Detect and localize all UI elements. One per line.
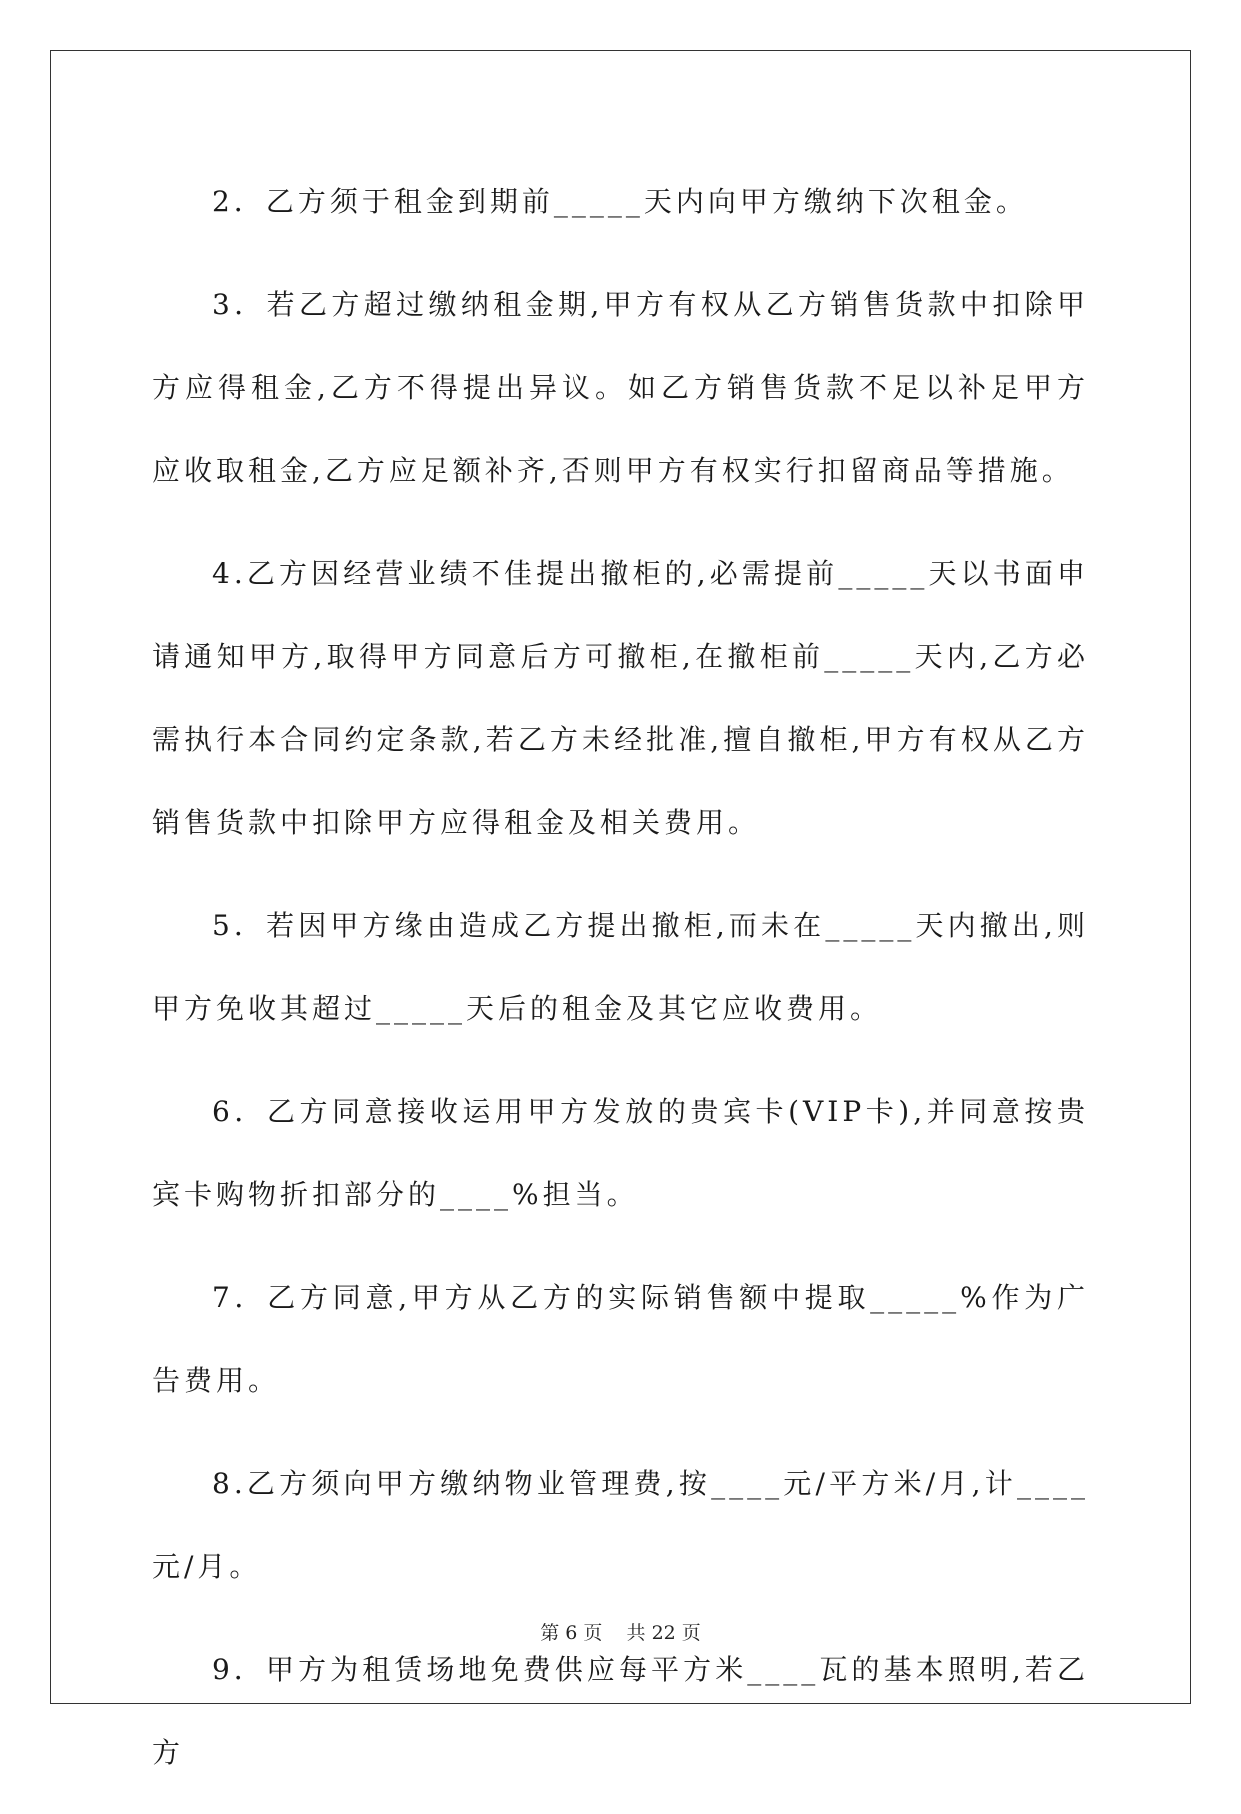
clause-4: 4.乙方因经营业绩不佳提出撤柜的,必需提前_____天以书面申请通知甲方,取得甲方同意后方可撤柜,在撤柜前_____天内,乙方必需执行本合同约定条款,若乙方未经批准,擅自撤柜,甲方有权从乙方销售货款中扣除甲方应得租金及相关费用。 xyxy=(152,557,1089,839)
page-total: 共 22 页 xyxy=(626,1622,701,1644)
clause-6: 6．乙方同意接收运用甲方发放的贵宾卡(VIP卡),并同意按贵宾卡购物折扣部分的____%担当。 xyxy=(152,1095,1089,1211)
clause-3: 3．若乙方超过缴纳租金期,甲方有权从乙方销售货款中扣除甲方应得租金,乙方不得提出异议。如乙方销售货款不足以补足甲方应收取租金,乙方应足额补齐,否则甲方有权实行扣留商品等措施。 xyxy=(152,288,1089,487)
clause-7: 7．乙方同意,甲方从乙方的实际销售额中提取_____%作为广告费用。 xyxy=(152,1281,1089,1397)
clause-9: 9．甲方为租赁场地免费供应每平方米____瓦的基本照明,若乙方 xyxy=(152,1653,1089,1769)
clause-2: 2．乙方须于租金到期前_____天内向甲方缴纳下次租金。 xyxy=(212,185,1028,218)
clause-5: 5．若因甲方缘由造成乙方提出撤柜,而未在_____天内撤出,则甲方免收其超过_____天后的租金及其它应收费用。 xyxy=(152,909,1089,1025)
document-body xyxy=(152,160,1089,1814)
page-footer xyxy=(0,1618,1241,1645)
page-number: 第 6 页 xyxy=(540,1622,603,1644)
clause-8: 8.乙方须向甲方缴纳物业管理费,按____元/平方米/月,计____元/月。 xyxy=(152,1467,1089,1583)
